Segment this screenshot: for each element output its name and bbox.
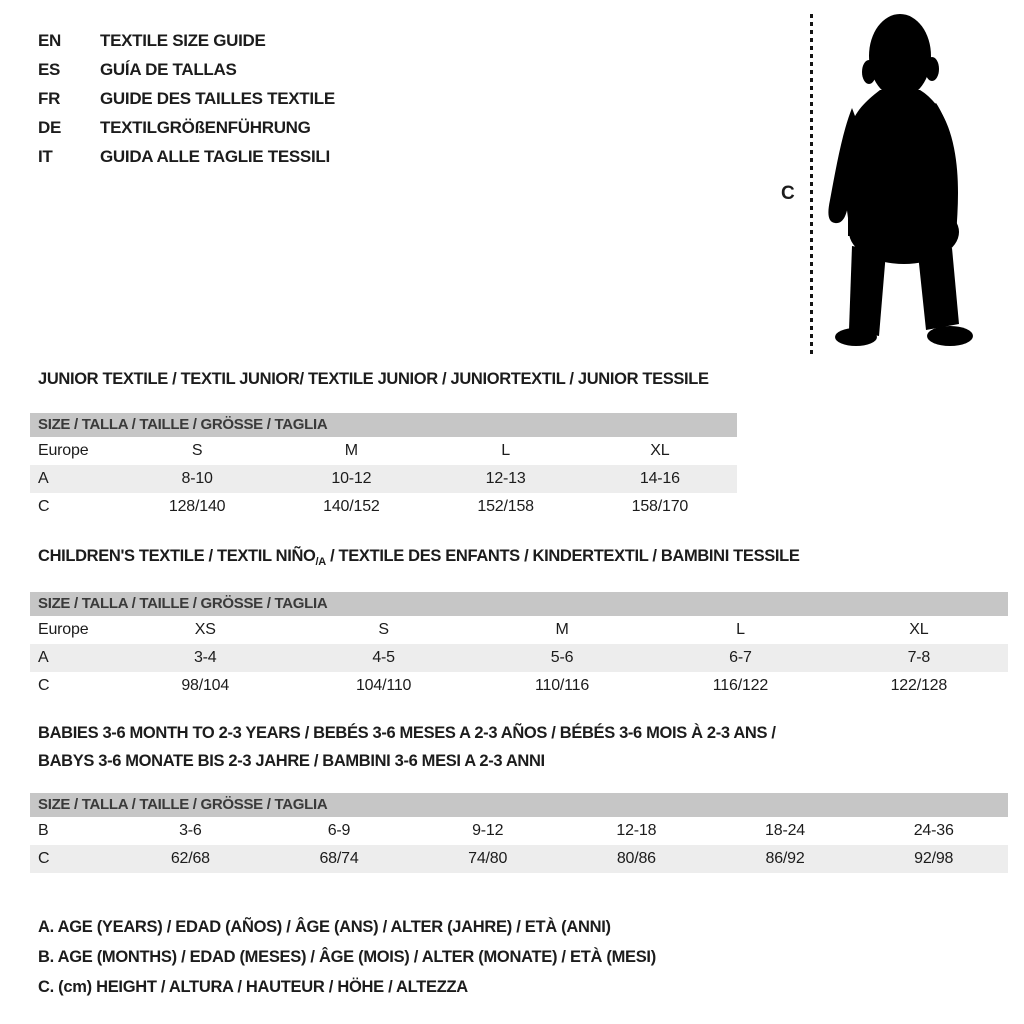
size-header-bar: SIZE / TALLA / TAILLE / GRÖSSE / TAGLIA [30, 413, 737, 437]
size-cell: L [501, 442, 510, 459]
toddler-silhouette-icon [818, 8, 978, 352]
lang-label: TEXTILGRÖßENFÜHRUNG [100, 118, 311, 137]
table-row-age [30, 644, 1008, 672]
junior-size-table [30, 413, 737, 521]
height-cell: 74/80 [468, 850, 508, 867]
children-section-title [38, 547, 800, 568]
table-row-age-months [30, 817, 1008, 845]
age-cell: 18-24 [765, 822, 805, 839]
height-measure-dotted-line [810, 14, 813, 355]
height-cell: 80/86 [616, 850, 656, 867]
lang-label: GUIDA ALLE TAGLIE TESSILI [100, 147, 330, 166]
table-row-europe [30, 437, 737, 465]
row-label: Europe [38, 621, 89, 638]
size-cell: XL [650, 442, 670, 459]
babies-size-table [30, 793, 1008, 873]
size-cell: S [191, 442, 203, 459]
height-cell: 62/68 [170, 850, 210, 867]
age-cell: 24-36 [913, 822, 954, 839]
age-cell: 12-18 [616, 822, 657, 839]
lang-row-en [38, 26, 335, 55]
row-label: A [38, 470, 49, 487]
row-label: C [38, 498, 50, 515]
age-cell: 3-4 [193, 649, 217, 666]
lang-row-de [38, 113, 335, 142]
age-cell: 5-6 [550, 649, 574, 666]
lang-code: EN [38, 31, 62, 50]
age-cell: 6-9 [327, 822, 351, 839]
footnote-a: A. AGE (YEARS) / EDAD (AÑOS) / ÂGE (ANS) / ALTER (JAHRE) / ETÀ (ANNI) [38, 918, 611, 936]
height-cell: 152/158 [477, 498, 534, 515]
size-cell: L [736, 621, 745, 638]
height-cell: 128/140 [168, 498, 226, 515]
table-row-height [30, 672, 1008, 700]
children-size-table [30, 592, 1008, 700]
row-label: B [38, 822, 49, 839]
age-cell: 9-12 [472, 822, 504, 839]
age-cell: 8-10 [181, 470, 213, 487]
lang-row-it [38, 142, 335, 171]
age-cell: 3-6 [179, 822, 202, 839]
table-row-europe [30, 616, 1008, 644]
lang-label: TEXTILE SIZE GUIDE [100, 31, 266, 50]
size-header-bar: SIZE / TALLA / TAILLE / GRÖSSE / TAGLIA [30, 592, 1008, 616]
height-cell: 68/74 [319, 850, 359, 867]
lang-row-es [38, 55, 335, 84]
age-cell: 14-16 [639, 470, 680, 487]
age-cell: 6-7 [729, 649, 752, 666]
size-cell: XL [909, 621, 929, 638]
height-cell: 98/104 [181, 677, 230, 694]
lang-label: GUÍA DE TALLAS [100, 60, 237, 79]
lang-code: DE [38, 118, 62, 137]
size-cell: M [344, 442, 358, 459]
lang-label: GUIDE DES TAILLES TEXTILE [100, 89, 335, 108]
row-label: Europe [38, 442, 89, 459]
age-cell: 10-12 [331, 470, 372, 487]
height-measure-label: C [781, 183, 795, 204]
height-cell: 140/152 [323, 498, 380, 515]
lang-code: IT [38, 147, 53, 166]
lang-code: FR [38, 89, 61, 108]
babies-section-title-line1: BABIES 3-6 MONTH TO 2-3 YEARS / BEBÉS 3-6 MESES A 2-3 AÑOS / BÉBÉS 3-6 MOIS À 2-3 ANS / [38, 724, 776, 742]
lang-row-fr [38, 84, 335, 113]
footnotes [38, 912, 656, 1002]
table-row-height [30, 845, 1008, 873]
language-legend [38, 26, 335, 171]
footnote-b: B. AGE (MONTHS) / EDAD (MESES) / ÂGE (MOIS) / ALTER (MONATE) / ETÀ (MESI) [38, 948, 656, 966]
table-row-height [30, 493, 737, 521]
age-cell: 12-13 [485, 470, 526, 487]
children-title-subscript: /A [315, 556, 326, 568]
row-label: A [38, 649, 49, 666]
lang-code: ES [38, 60, 61, 79]
size-cell: S [378, 621, 389, 638]
size-header-bar: SIZE / TALLA / TAILLE / GRÖSSE / TAGLIA [30, 793, 1008, 817]
height-cell: 158/170 [631, 498, 689, 515]
height-cell: 116/122 [712, 677, 769, 694]
height-cell: 92/98 [914, 850, 954, 867]
babies-section-title-line2: BABYS 3-6 MONATE BIS 2-3 JAHRE / BAMBINI 3-6 MESI A 2-3 ANNI [38, 752, 545, 770]
footnote-c: C. (cm) HEIGHT / ALTURA / HAUTEUR / HÖHE / ALTEZZA [38, 978, 468, 996]
row-label: C [38, 850, 50, 867]
age-cell: 7-8 [907, 649, 931, 666]
row-label: C [38, 677, 50, 694]
height-cell: 104/110 [355, 677, 412, 694]
junior-section-title: JUNIOR TEXTILE / TEXTIL JUNIOR/ TEXTILE JUNIOR / JUNIORTEXTIL / JUNIOR TESSILE [38, 370, 709, 388]
age-cell: 4-5 [372, 649, 395, 666]
children-title-suffix: / TEXTILE DES ENFANTS / KINDERTEXTIL / BAMBINI TESSILE [325, 547, 800, 565]
height-cell: 122/128 [890, 677, 948, 694]
height-cell: 110/116 [534, 677, 590, 694]
table-row-age [30, 465, 737, 493]
size-cell: XS [194, 621, 216, 638]
size-cell: M [555, 621, 569, 638]
children-title-prefix: CHILDREN'S TEXTILE / TEXTIL NIÑO [38, 547, 316, 565]
height-cell: 86/92 [765, 850, 805, 867]
